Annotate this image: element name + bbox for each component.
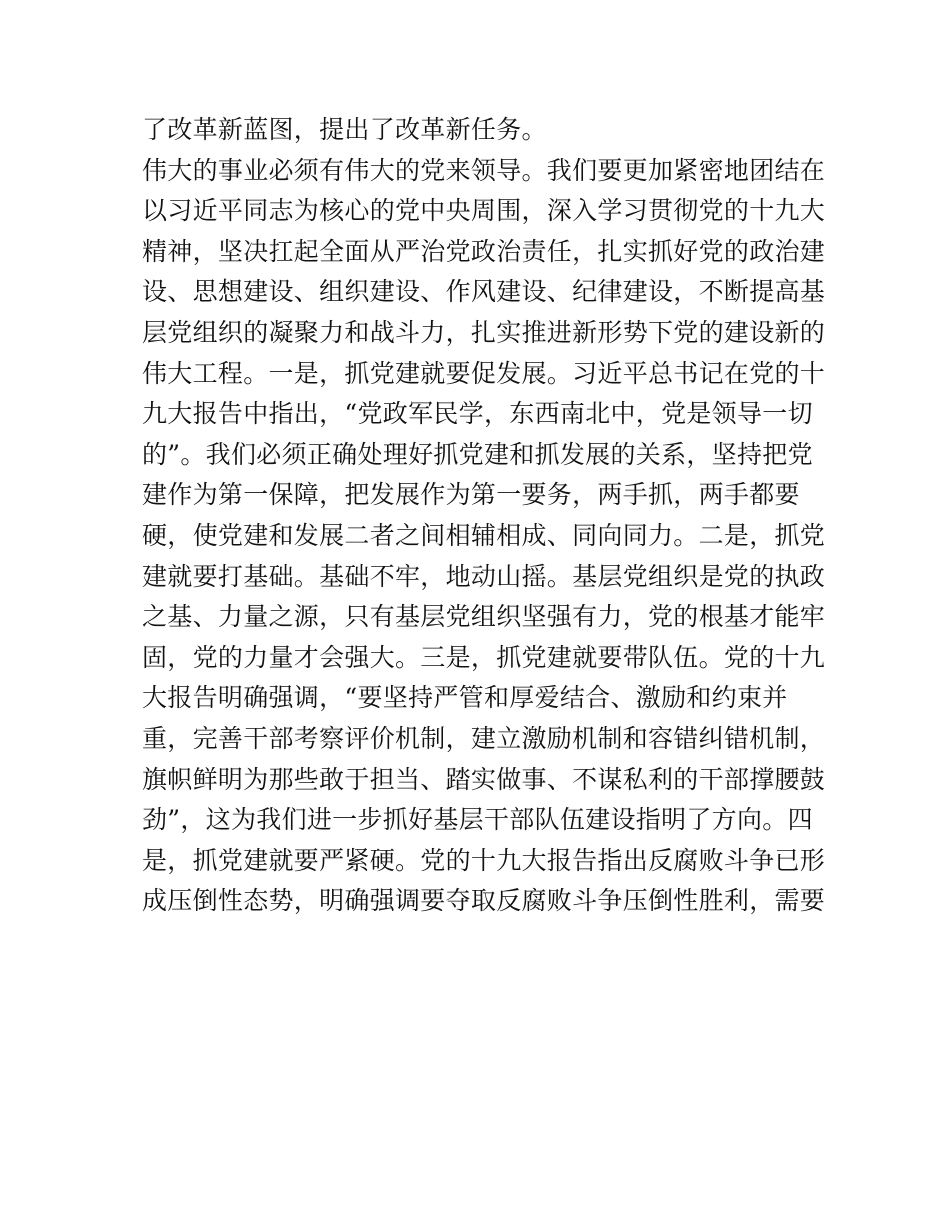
text-line-2: 伟大的事业必须有伟大的党来领导。我们要更加紧密地团结在: [142, 155, 826, 185]
body-text: [142, 110, 826, 922]
text-line-16: 重，完善干部考察评价机制，建立激励机制和容错纠错机制，: [142, 723, 826, 753]
text-line-13: 之基、力量之源，只有基层党组织坚强有力，党的根基才能牢: [142, 602, 826, 632]
text-line-1: 了改革新蓝图，提出了改革新任务。: [142, 115, 547, 144]
text-line-9: 的”。我们必须正确处理好抓党建和抓发展的关系，坚持把党: [142, 439, 813, 469]
text-line-19: 是，抓党建就要严紧硬。党的十九大报告指出反腐败斗争已形: [142, 845, 826, 875]
text-line-12: 建就要打基础。基础不牢，地动山摇。基层党组织是党的执政: [142, 561, 826, 591]
text-line-3: 以习近平同志为核心的党中央周围，深入学习贯彻党的十九大: [142, 196, 826, 226]
text-line-17: 旗帜鲜明为那些敢于担当、踏实做事、不谋私利的干部撑腰鼓: [142, 764, 826, 794]
text-line-4: 精神，坚决扛起全面从严治党政治责任，扎实抓好党的政治建: [142, 236, 826, 266]
text-line-18: 劲”，这为我们进一步抓好基层干部队伍建设指明了方向。四: [142, 805, 813, 835]
text-line-15: 大报告明确强调，“要坚持严管和厚爱结合、激励和约束并: [142, 683, 788, 713]
text-line-5: 设、思想建设、组织建设、作风建设、纪律建设，不断提高基: [142, 277, 826, 307]
text-line-6: 层党组织的凝聚力和战斗力，扎实推进新形势下党的建设新的: [142, 317, 826, 347]
text-line-11: 硬，使党建和发展二者之间相辅相成、同向同力。二是，抓党: [142, 520, 826, 550]
text-line-20: 成压倒性态势，明确强调要夺取反腐败斗争压倒性胜利，需要: [142, 886, 826, 916]
text-line-7: 伟大工程。一是，抓党建就要促发展。习近平总书记在党的十: [142, 358, 826, 388]
text-line-10: 建作为第一保障，把发展作为第一要务，两手抓，两手都要: [142, 480, 800, 510]
text-line-8: 九大报告中指出，“党政军民学，东西南北中，党是领导一切: [142, 399, 813, 429]
text-line-14: 固，党的力量才会强大。三是，抓党建就要带队伍。党的十九: [142, 642, 826, 672]
